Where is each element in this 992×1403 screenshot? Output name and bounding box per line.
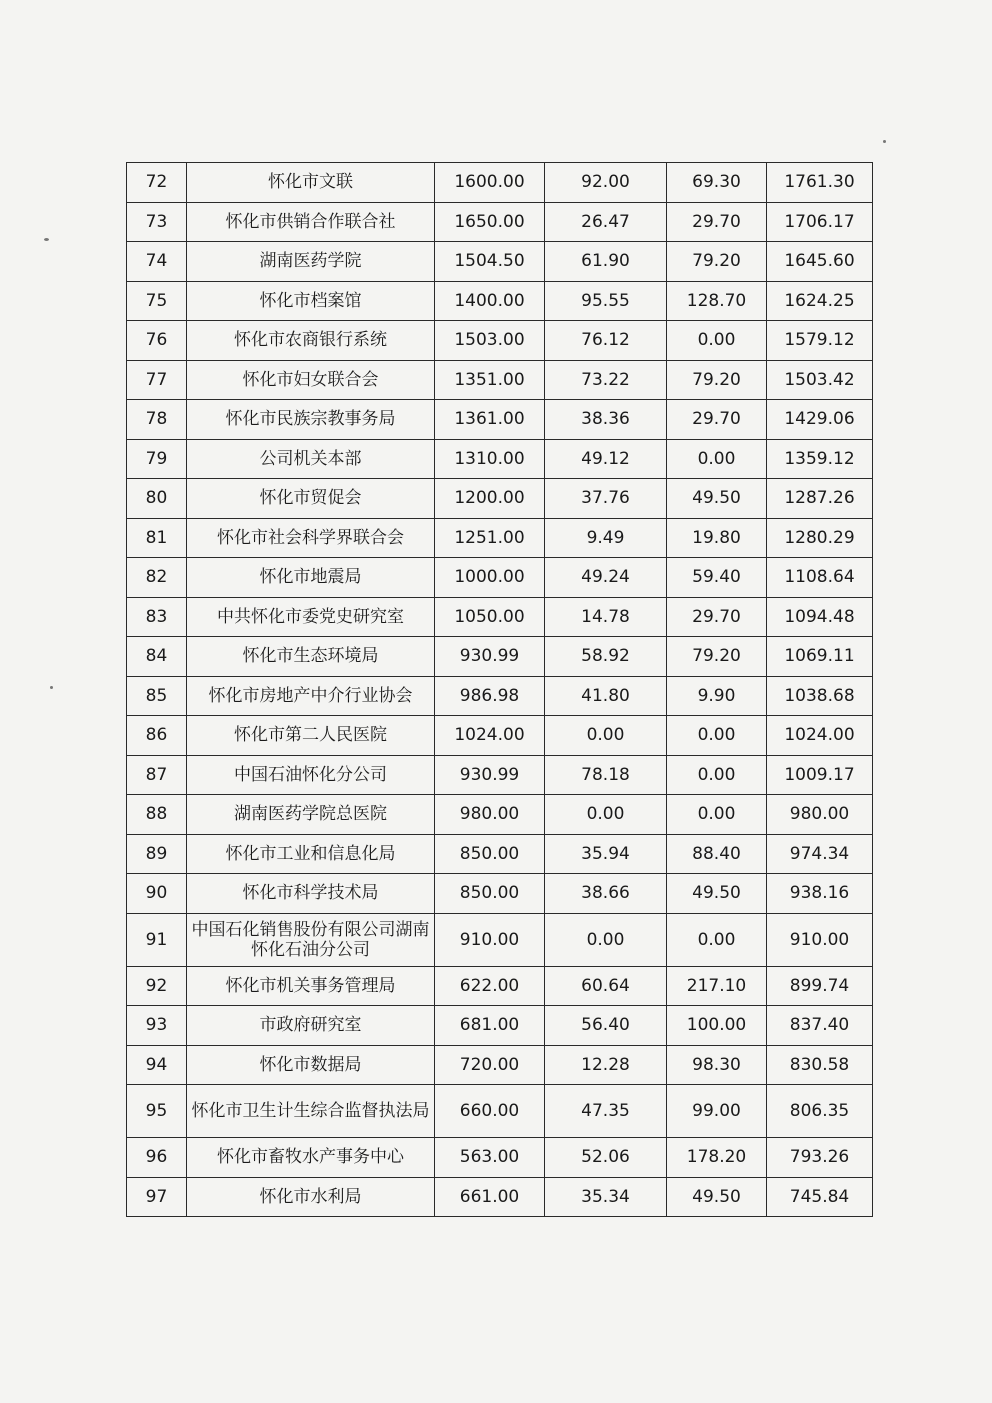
value-cell-1: 1504.50: [435, 242, 545, 282]
value-cell-1: 930.99: [435, 637, 545, 677]
total-cell: 1069.11: [767, 637, 873, 677]
unit-name-cell: 怀化市生态环境局: [187, 637, 435, 677]
value-cell-3: 9.90: [667, 676, 767, 716]
unit-name-cell: 怀化市文联: [187, 163, 435, 203]
row-number-cell: 96: [127, 1138, 187, 1178]
value-cell-3: 217.10: [667, 966, 767, 1006]
table-row: [127, 1085, 873, 1138]
value-cell-2: 37.76: [545, 479, 667, 519]
total-cell: 837.40: [767, 1006, 873, 1046]
value-cell-3: 29.70: [667, 597, 767, 637]
row-number-cell: 80: [127, 479, 187, 519]
value-cell-3: 0.00: [667, 913, 767, 966]
total-cell: 1579.12: [767, 321, 873, 361]
value-cell-1: 660.00: [435, 1085, 545, 1138]
value-cell-1: 1050.00: [435, 597, 545, 637]
table-row: [127, 913, 873, 966]
value-cell-1: 850.00: [435, 834, 545, 874]
table-body: [127, 163, 873, 1217]
value-cell-3: 0.00: [667, 755, 767, 795]
value-cell-3: 49.50: [667, 1177, 767, 1217]
unit-name-cell: 怀化市畜牧水产事务中心: [187, 1138, 435, 1178]
row-number-cell: 94: [127, 1045, 187, 1085]
table-row: [127, 518, 873, 558]
table-row: [127, 242, 873, 282]
unit-name-cell: 怀化市农商银行系统: [187, 321, 435, 361]
value-cell-1: 622.00: [435, 966, 545, 1006]
value-cell-3: 79.20: [667, 360, 767, 400]
table-row: [127, 400, 873, 440]
total-cell: 1624.25: [767, 281, 873, 321]
unit-name-cell: 怀化市档案馆: [187, 281, 435, 321]
total-cell: 974.34: [767, 834, 873, 874]
value-cell-2: 78.18: [545, 755, 667, 795]
value-cell-3: 128.70: [667, 281, 767, 321]
table-row: [127, 439, 873, 479]
row-number-cell: 85: [127, 676, 187, 716]
total-cell: 1761.30: [767, 163, 873, 203]
value-cell-2: 0.00: [545, 913, 667, 966]
table-row: [127, 1006, 873, 1046]
value-cell-1: 1251.00: [435, 518, 545, 558]
total-cell: 1009.17: [767, 755, 873, 795]
table-row: [127, 637, 873, 677]
total-cell: 910.00: [767, 913, 873, 966]
unit-name-cell: 市政府研究室: [187, 1006, 435, 1046]
table-row: [127, 716, 873, 756]
value-cell-1: 1000.00: [435, 558, 545, 598]
row-number-cell: 75: [127, 281, 187, 321]
value-cell-2: 92.00: [545, 163, 667, 203]
value-cell-3: 29.70: [667, 202, 767, 242]
table-row: [127, 1177, 873, 1217]
value-cell-3: 79.20: [667, 242, 767, 282]
value-cell-2: 76.12: [545, 321, 667, 361]
row-number-cell: 91: [127, 913, 187, 966]
value-cell-1: 1650.00: [435, 202, 545, 242]
value-cell-3: 100.00: [667, 1006, 767, 1046]
value-cell-2: 47.35: [545, 1085, 667, 1138]
value-cell-1: 1361.00: [435, 400, 545, 440]
total-cell: 1038.68: [767, 676, 873, 716]
value-cell-3: 59.40: [667, 558, 767, 598]
value-cell-1: 1200.00: [435, 479, 545, 519]
value-cell-1: 1024.00: [435, 716, 545, 756]
scan-speck: [44, 238, 49, 241]
value-cell-1: 910.00: [435, 913, 545, 966]
table-row: [127, 163, 873, 203]
value-cell-3: 0.00: [667, 795, 767, 835]
value-cell-2: 52.06: [545, 1138, 667, 1178]
unit-name-cell: 怀化市妇女联合会: [187, 360, 435, 400]
unit-name-cell: 怀化市第二人民医院: [187, 716, 435, 756]
value-cell-1: 563.00: [435, 1138, 545, 1178]
value-cell-2: 49.24: [545, 558, 667, 598]
value-cell-3: 49.50: [667, 479, 767, 519]
value-cell-1: 720.00: [435, 1045, 545, 1085]
table-row: [127, 597, 873, 637]
total-cell: 830.58: [767, 1045, 873, 1085]
unit-name-cell: 中国石化销售股份有限公司湖南怀化石油分公司: [187, 913, 435, 966]
row-number-cell: 74: [127, 242, 187, 282]
row-number-cell: 86: [127, 716, 187, 756]
value-cell-3: 178.20: [667, 1138, 767, 1178]
value-cell-1: 1400.00: [435, 281, 545, 321]
unit-name-cell: 怀化市卫生计生综合监督执法局: [187, 1085, 435, 1138]
total-cell: 1503.42: [767, 360, 873, 400]
row-number-cell: 97: [127, 1177, 187, 1217]
unit-name-cell: 中共怀化市委党史研究室: [187, 597, 435, 637]
row-number-cell: 83: [127, 597, 187, 637]
row-number-cell: 93: [127, 1006, 187, 1046]
table-row: [127, 1045, 873, 1085]
value-cell-1: 980.00: [435, 795, 545, 835]
value-cell-3: 79.20: [667, 637, 767, 677]
value-cell-1: 661.00: [435, 1177, 545, 1217]
total-cell: 1094.48: [767, 597, 873, 637]
table-row: [127, 874, 873, 914]
table-row: [127, 558, 873, 598]
value-cell-1: 1310.00: [435, 439, 545, 479]
value-cell-3: 49.50: [667, 874, 767, 914]
row-number-cell: 73: [127, 202, 187, 242]
total-cell: 1280.29: [767, 518, 873, 558]
table-row: [127, 321, 873, 361]
unit-name-cell: 公司机关本部: [187, 439, 435, 479]
unit-name-cell: 怀化市地震局: [187, 558, 435, 598]
value-cell-3: 98.30: [667, 1045, 767, 1085]
row-number-cell: 76: [127, 321, 187, 361]
unit-name-cell: 怀化市社会科学界联合会: [187, 518, 435, 558]
value-cell-1: 850.00: [435, 874, 545, 914]
unit-name-cell: 湖南医药学院: [187, 242, 435, 282]
table-row: [127, 755, 873, 795]
value-cell-2: 73.22: [545, 360, 667, 400]
total-cell: 806.35: [767, 1085, 873, 1138]
value-cell-3: 0.00: [667, 439, 767, 479]
value-cell-2: 35.94: [545, 834, 667, 874]
total-cell: 745.84: [767, 1177, 873, 1217]
scan-speck: [883, 140, 886, 143]
row-number-cell: 89: [127, 834, 187, 874]
table-row: [127, 479, 873, 519]
row-number-cell: 88: [127, 795, 187, 835]
value-cell-3: 69.30: [667, 163, 767, 203]
row-number-cell: 78: [127, 400, 187, 440]
row-number-cell: 95: [127, 1085, 187, 1138]
total-cell: 1429.06: [767, 400, 873, 440]
unit-name-cell: 怀化市供销合作联合社: [187, 202, 435, 242]
total-cell: 1108.64: [767, 558, 873, 598]
value-cell-2: 0.00: [545, 716, 667, 756]
table-row: [127, 834, 873, 874]
value-cell-3: 29.70: [667, 400, 767, 440]
row-number-cell: 90: [127, 874, 187, 914]
row-number-cell: 87: [127, 755, 187, 795]
value-cell-2: 35.34: [545, 1177, 667, 1217]
value-cell-2: 26.47: [545, 202, 667, 242]
value-cell-2: 95.55: [545, 281, 667, 321]
value-cell-2: 60.64: [545, 966, 667, 1006]
value-cell-2: 61.90: [545, 242, 667, 282]
value-cell-2: 38.36: [545, 400, 667, 440]
value-cell-3: 19.80: [667, 518, 767, 558]
row-number-cell: 79: [127, 439, 187, 479]
row-number-cell: 92: [127, 966, 187, 1006]
value-cell-2: 58.92: [545, 637, 667, 677]
value-cell-2: 12.28: [545, 1045, 667, 1085]
table-row: [127, 795, 873, 835]
table-row: [127, 1138, 873, 1178]
value-cell-2: 0.00: [545, 795, 667, 835]
total-cell: 1706.17: [767, 202, 873, 242]
table-row: [127, 966, 873, 1006]
unit-name-cell: 怀化市贸促会: [187, 479, 435, 519]
table-row: [127, 676, 873, 716]
value-cell-2: 38.66: [545, 874, 667, 914]
unit-name-cell: 湖南医药学院总医院: [187, 795, 435, 835]
value-cell-3: 0.00: [667, 321, 767, 361]
unit-name-cell: 怀化市机关事务管理局: [187, 966, 435, 1006]
unit-name-cell: 怀化市民族宗教事务局: [187, 400, 435, 440]
value-cell-1: 930.99: [435, 755, 545, 795]
value-cell-1: 1351.00: [435, 360, 545, 400]
value-cell-3: 0.00: [667, 716, 767, 756]
value-cell-2: 49.12: [545, 439, 667, 479]
value-cell-1: 681.00: [435, 1006, 545, 1046]
value-cell-2: 41.80: [545, 676, 667, 716]
data-table: [126, 162, 873, 1217]
value-cell-2: 56.40: [545, 1006, 667, 1046]
value-cell-1: 1503.00: [435, 321, 545, 361]
value-cell-1: 986.98: [435, 676, 545, 716]
total-cell: 1024.00: [767, 716, 873, 756]
unit-name-cell: 怀化市水利局: [187, 1177, 435, 1217]
value-cell-3: 88.40: [667, 834, 767, 874]
row-number-cell: 84: [127, 637, 187, 677]
total-cell: 793.26: [767, 1138, 873, 1178]
table-row: [127, 281, 873, 321]
row-number-cell: 72: [127, 163, 187, 203]
unit-name-cell: 中国石油怀化分公司: [187, 755, 435, 795]
value-cell-1: 1600.00: [435, 163, 545, 203]
row-number-cell: 82: [127, 558, 187, 598]
total-cell: 1359.12: [767, 439, 873, 479]
value-cell-2: 9.49: [545, 518, 667, 558]
unit-name-cell: 怀化市工业和信息化局: [187, 834, 435, 874]
total-cell: 899.74: [767, 966, 873, 1006]
scan-speck: [50, 686, 53, 689]
unit-name-cell: 怀化市科学技术局: [187, 874, 435, 914]
table-row: [127, 202, 873, 242]
total-cell: 1287.26: [767, 479, 873, 519]
value-cell-2: 14.78: [545, 597, 667, 637]
total-cell: 980.00: [767, 795, 873, 835]
unit-name-cell: 怀化市房地产中介行业协会: [187, 676, 435, 716]
total-cell: 1645.60: [767, 242, 873, 282]
total-cell: 938.16: [767, 874, 873, 914]
table-row: [127, 360, 873, 400]
unit-name-cell: 怀化市数据局: [187, 1045, 435, 1085]
row-number-cell: 81: [127, 518, 187, 558]
row-number-cell: 77: [127, 360, 187, 400]
value-cell-3: 99.00: [667, 1085, 767, 1138]
